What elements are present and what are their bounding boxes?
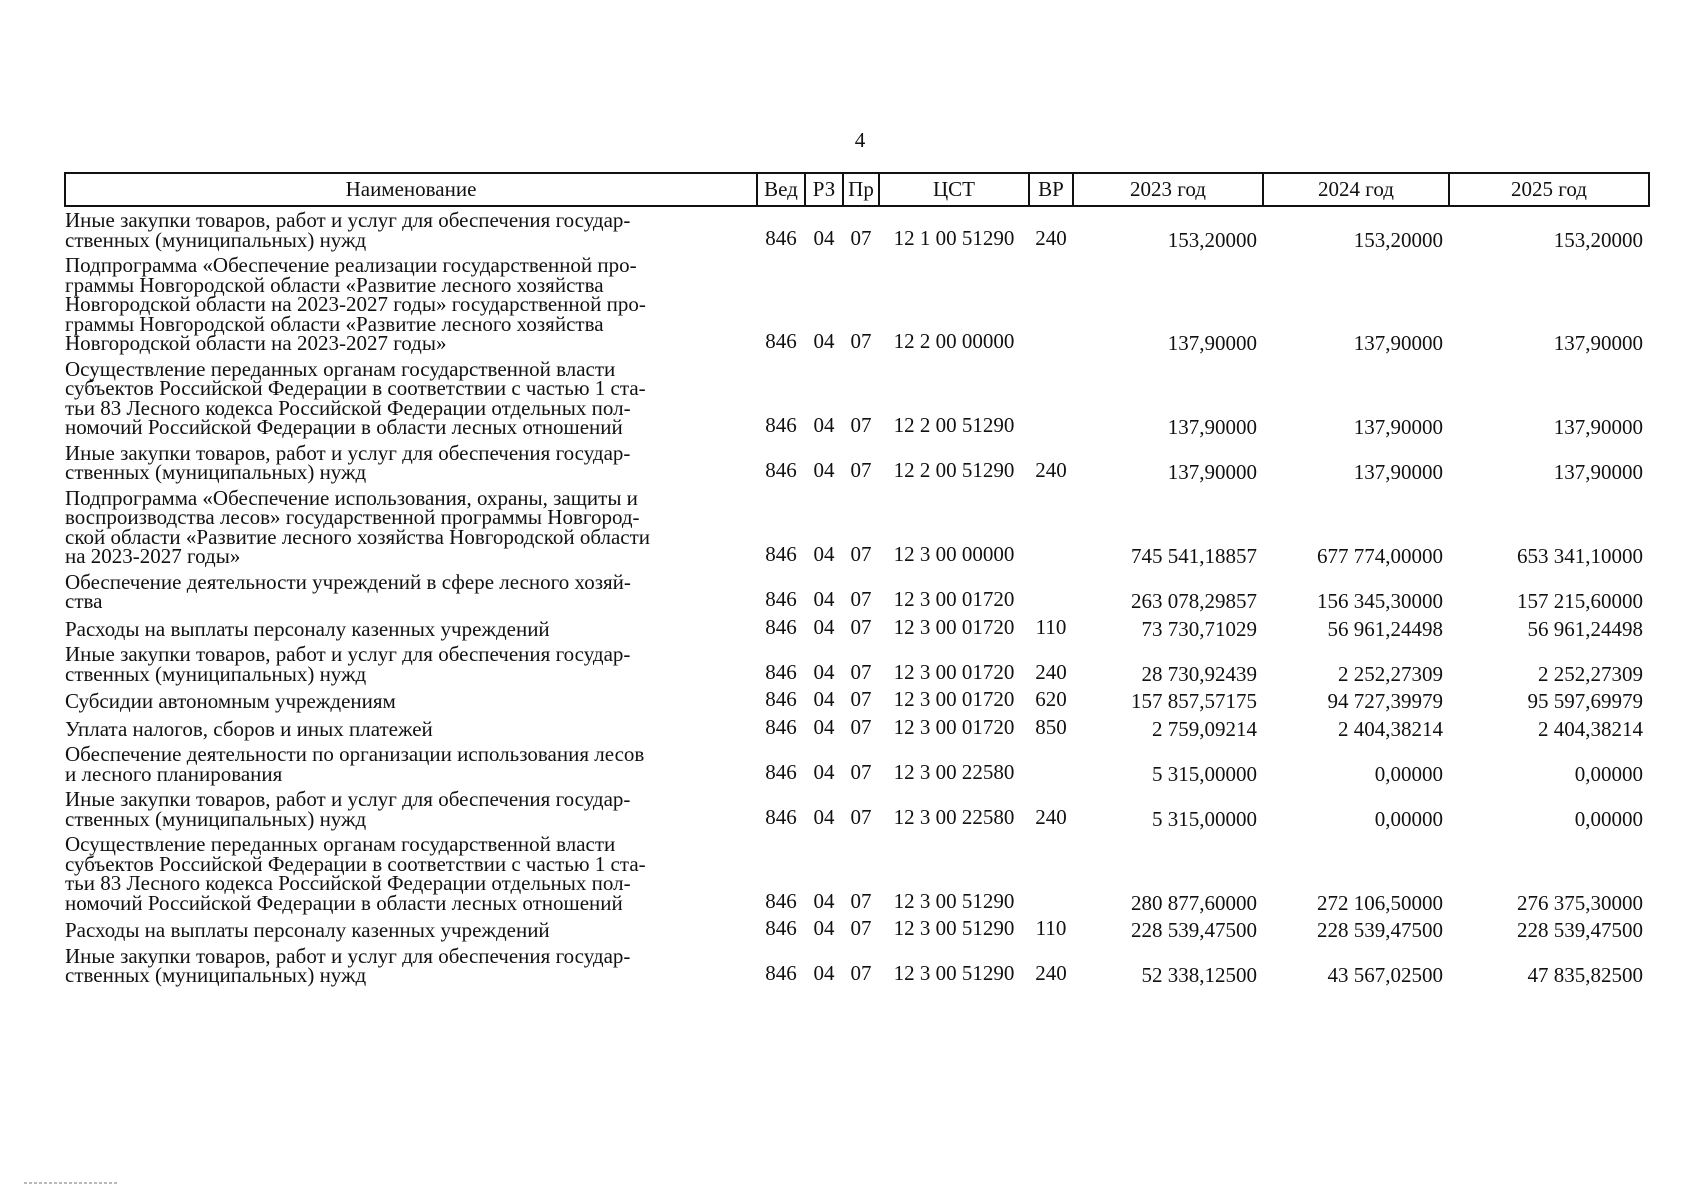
cell-ved: 846: [765, 687, 797, 711]
cell-pr: 07: [850, 614, 872, 639]
cell-rz: 04: [813, 687, 835, 711]
cell-vr: 240: [1035, 804, 1067, 829]
cell-ved: 846: [765, 888, 797, 913]
header-ved: Вед: [757, 173, 805, 206]
cell-2023: 157 857,57175: [1131, 689, 1257, 713]
header-cst: ЦСТ: [879, 173, 1029, 206]
cell-ved: 846: [765, 961, 797, 985]
cell-2025: 47 835,82500: [1527, 963, 1643, 987]
cell-2023: 2 759,09214: [1152, 716, 1257, 741]
cell-2025: 137,90000: [1553, 331, 1643, 355]
cell-2025: 0,00000: [1574, 806, 1643, 831]
cell-rz: 04: [813, 225, 835, 250]
cell-2025: 276 375,30000: [1517, 890, 1643, 915]
cell-name: Осуществление переданных органам государственной власти субъектов Российской Федерации в соответствии с частью 1 ста- тьи 83 Лесного кодекса Российской Федерации отдельных пол- номочий Российской Федерации в области лесных отношений: [65, 832, 646, 915]
cell-rz: 04: [813, 714, 835, 739]
cell-ved: 846: [765, 225, 797, 250]
cell-name: Подпрограмма «Обеспечение реализации государственной про- граммы Новгородской области «Развитие лесного хозяйства Новгородской области на 2023-2027 годы» государственной про- граммы Новгородской области «Развитие лесного хозяйства Новгородской области на 2023-2027 годы»: [65, 253, 646, 355]
header-2024: 2024 год: [1263, 173, 1449, 206]
cell-2024: 677 774,00000: [1317, 544, 1443, 568]
cell-2023: 28 730,92439: [1141, 661, 1257, 686]
cell-rz: 04: [813, 587, 835, 611]
cell-vr: 240: [1035, 225, 1067, 250]
cell-pr: 07: [850, 759, 872, 784]
table-row: [65, 206, 1649, 250]
cell-2023: 263 078,29857: [1131, 589, 1257, 613]
cell-cst: 12 3 00 22580: [893, 804, 1015, 829]
cell-vr: [1029, 829, 1073, 913]
cell-pr: 07: [850, 329, 872, 353]
cell-name: Обеспечение деятельности по организации использования лесов и лесного планирования: [65, 742, 645, 786]
cell-2024: 43 567,02500: [1327, 963, 1443, 987]
cell-2024: 137,90000: [1353, 415, 1443, 439]
cell-2024: 0,00000: [1374, 806, 1443, 831]
cell-name: Уплата налогов, сборов и иных платежей: [65, 716, 433, 741]
header-pr: Пр: [843, 173, 879, 206]
cell-2023: 73 730,71029: [1141, 616, 1257, 641]
header-2023: 2023 год: [1073, 173, 1263, 206]
table-row: [65, 941, 1649, 986]
cell-rz: 04: [813, 413, 835, 437]
cell-2023: 5 315,00000: [1152, 761, 1257, 786]
budget-table: [64, 172, 1650, 986]
table-row: [65, 483, 1649, 567]
cell-ved: 846: [765, 714, 797, 739]
cell-2024: 156 345,30000: [1317, 589, 1443, 613]
cell-2024: 56 961,24498: [1327, 616, 1443, 641]
cell-2024: 137,90000: [1353, 331, 1443, 355]
cell-pr: 07: [850, 916, 872, 940]
cell-name: Иные закупки товаров, работ и услуг для обеспечения государ- ственных (муниципальных) нужд: [65, 943, 631, 987]
header-rz: РЗ: [805, 173, 843, 206]
cell-cst: 12 2 00 51290: [893, 413, 1015, 437]
cell-2023: 5 315,00000: [1152, 806, 1257, 831]
cell-cst: 12 1 00 51290: [893, 225, 1015, 250]
cell-pr: 07: [850, 542, 872, 566]
cell-rz: 04: [813, 916, 835, 940]
cell-2025: 95 597,69979: [1527, 689, 1643, 713]
cell-name: Иные закупки товаров, работ и услуг для обеспечения государ- ственных (муниципальных) нужд: [65, 642, 631, 686]
cell-vr: [1029, 354, 1073, 438]
cell-ved: 846: [765, 804, 797, 829]
cell-pr: 07: [850, 714, 872, 739]
cell-cst: 12 3 00 51290: [893, 916, 1015, 940]
cell-name: Иные закупки товаров, работ и услуг для обеспечения государ- ственных (муниципальных) нужд: [65, 440, 631, 484]
cell-2023: 745 541,18857: [1131, 544, 1257, 568]
cell-name: Обеспечение деятельности учреждений в сфере лесного хозяй- ства: [65, 569, 631, 613]
cell-rz: 04: [813, 458, 835, 482]
cell-pr: 07: [850, 804, 872, 829]
cell-cst: 12 2 00 51290: [893, 458, 1015, 482]
cell-ved: 846: [765, 542, 797, 566]
cell-2024: 2 252,27309: [1338, 661, 1443, 686]
cell-rz: 04: [813, 888, 835, 913]
cell-name: Субсидии автономным учреждениям: [65, 689, 396, 713]
table-row: [65, 913, 1649, 941]
cell-2023: 137,90000: [1167, 460, 1257, 484]
cell-vr: [1029, 567, 1073, 612]
cell-2023: 153,20000: [1167, 227, 1257, 252]
cell-vr: [1029, 250, 1073, 354]
cell-name: Иные закупки товаров, работ и услуг для обеспечения государ- ственных (муниципальных) нужд: [65, 787, 631, 831]
cell-vr: [1029, 739, 1073, 784]
cell-cst: 12 2 00 00000: [893, 329, 1015, 353]
cell-2025: 137,90000: [1553, 460, 1643, 484]
cell-cst: 12 3 00 51290: [893, 888, 1015, 913]
cell-ved: 846: [765, 916, 797, 940]
cell-ved: 846: [765, 659, 797, 684]
cell-vr: [1029, 483, 1073, 567]
table-row: [65, 354, 1649, 438]
cell-name: Подпрограмма «Обеспечение использования, охраны, защиты и воспроизводства лесов» государственной программы Новгород- ской области «Развитие лесного хозяйства Новгородской области на 2023-2027 годы»: [65, 485, 651, 568]
cell-ved: 846: [765, 458, 797, 482]
cell-rz: 04: [813, 542, 835, 566]
cell-vr: 110: [1035, 916, 1067, 940]
cell-rz: 04: [813, 759, 835, 784]
page-number: 4: [854, 128, 866, 152]
cell-cst: 12 3 00 01720: [893, 687, 1015, 711]
cell-2025: 153,20000: [1553, 227, 1643, 252]
table-row: [65, 567, 1649, 612]
cell-pr: 07: [850, 961, 872, 985]
cell-2025: 0,00000: [1574, 761, 1643, 786]
cell-2025: 56 961,24498: [1527, 616, 1643, 641]
cell-2025: 653 341,10000: [1517, 544, 1643, 568]
header-name: Наименование: [65, 173, 757, 206]
cell-cst: 12 3 00 01720: [893, 587, 1015, 611]
cell-pr: 07: [850, 587, 872, 611]
cell-vr: 240: [1035, 961, 1067, 985]
cell-name: Расходы на выплаты персоналу казенных учреждений: [65, 616, 550, 641]
cell-2023: 228 539,47500: [1131, 918, 1257, 942]
cell-vr: 110: [1035, 614, 1067, 639]
table-row: [65, 438, 1649, 483]
cell-cst: 12 3 00 01720: [893, 659, 1015, 684]
cell-rz: 04: [813, 614, 835, 639]
cell-cst: 12 3 00 22580: [893, 759, 1015, 784]
cell-2024: 0,00000: [1374, 761, 1443, 786]
cell-ved: 846: [765, 413, 797, 437]
cell-rz: 04: [813, 659, 835, 684]
cell-rz: 04: [813, 329, 835, 353]
header-2025: 2025 год: [1449, 173, 1649, 206]
table-row: [65, 684, 1649, 712]
table-header-row: [65, 173, 1649, 206]
cell-2023: 137,90000: [1167, 415, 1257, 439]
cell-2023: 280 877,60000: [1131, 890, 1257, 915]
cell-2024: 153,20000: [1353, 227, 1443, 252]
cell-ved: 846: [765, 329, 797, 353]
cell-pr: 07: [850, 458, 872, 482]
cell-vr: 240: [1035, 458, 1067, 482]
cell-2023: 52 338,12500: [1141, 963, 1257, 987]
cell-rz: 04: [813, 961, 835, 985]
cell-ved: 846: [765, 614, 797, 639]
cell-name: Иные закупки товаров, работ и услуг для обеспечения государ- ственных (муниципальных) нужд: [65, 208, 631, 252]
cell-2023: 137,90000: [1167, 331, 1257, 355]
table-row: [65, 712, 1649, 740]
cell-ved: 846: [765, 587, 797, 611]
cell-rz: 04: [813, 804, 835, 829]
cell-pr: 07: [850, 687, 872, 711]
cell-pr: 07: [850, 659, 872, 684]
cell-2024: 272 106,50000: [1317, 890, 1443, 915]
table-body: [65, 206, 1649, 986]
table-row: [65, 612, 1649, 640]
cell-2025: 2 404,38214: [1538, 716, 1643, 741]
cell-cst: 12 3 00 01720: [893, 614, 1015, 639]
cell-name: Расходы на выплаты персоналу казенных учреждений: [65, 918, 550, 942]
cell-cst: 12 3 00 51290: [893, 961, 1015, 985]
cell-2024: 228 539,47500: [1317, 918, 1443, 942]
cell-2024: 94 727,39979: [1327, 689, 1443, 713]
cell-ved: 846: [765, 759, 797, 784]
cell-vr: 850: [1035, 714, 1067, 739]
cell-2025: 2 252,27309: [1538, 661, 1643, 686]
cell-pr: 07: [850, 225, 872, 250]
scan-artifact-line: [24, 1182, 119, 1184]
cell-2024: 137,90000: [1353, 460, 1443, 484]
cell-cst: 12 3 00 01720: [893, 714, 1015, 739]
cell-vr: 620: [1035, 687, 1067, 711]
cell-name: Осуществление переданных органам государственной власти субъектов Российской Федерации в соответствии с частью 1 ста- тьи 83 Лесного кодекса Российской Федерации отдельных пол- номочий Российской Федерации в области лесных отношений: [65, 356, 646, 439]
table-row: [65, 250, 1649, 354]
cell-cst: 12 3 00 00000: [893, 542, 1015, 566]
table-row: [65, 784, 1649, 829]
table-row: [65, 639, 1649, 684]
cell-pr: 07: [850, 888, 872, 913]
header-vr: ВР: [1029, 173, 1073, 206]
cell-2025: 137,90000: [1553, 415, 1643, 439]
cell-2024: 2 404,38214: [1338, 716, 1443, 741]
cell-pr: 07: [850, 413, 872, 437]
cell-vr: 240: [1035, 659, 1067, 684]
table-row: [65, 829, 1649, 913]
cell-2025: 228 539,47500: [1517, 918, 1643, 942]
table-row: [65, 739, 1649, 784]
cell-2025: 157 215,60000: [1517, 589, 1643, 613]
